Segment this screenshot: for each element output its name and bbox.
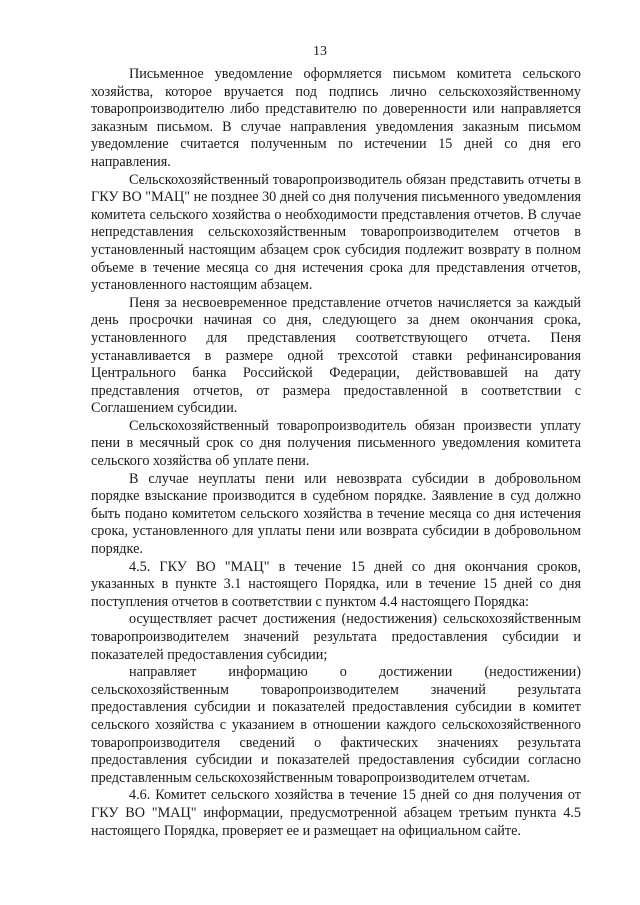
paragraph-penalty-accrual: Пеня за несвоевременное представление отчетов начисляется за каждый день просрочки начиная со дня, следующего за днем окончания срока, установленного для представления соответствующего отчета. Пеня устанавливается в размере одной трехсотой ставки рефинансирования Центрального банка Российской Федерации, действовавшей на дату представления отчетов, от размера предоставленной в соответствии с Соглашением субсидии. (91, 294, 581, 417)
paragraph-information-transfer: направляет информацию о достижении (недостижении) сельскохозяйственным товаропроизводителем значений результата предоставления субсидии и показателей предоставления субсидии в комитет сельского хозяйства с указанием в отношении каждого сельскохозяйственного товаропроизводителя сведений о фактических значениях результата предоставления субсидии и показателей предоставления субсидии согласно представленным сельскохозяйственным товаропроизводителем отчетам. (91, 664, 581, 786)
paragraph-notification-form: Письменное уведомление оформляется письмом комитета сельского хозяйства, которое вручается под подпись лично сельскохозяйственному товаропроизводителю либо представителю по доверенности или направляется заказным письмом. В случае направления уведомления заказным письмом уведомление считается полученным по истечении 15 дней со дня его направления. (91, 66, 581, 170)
document-body (91, 66, 581, 840)
paragraph-clause-4-5: 4.5. ГКУ ВО "МАЦ" в течение 15 дней со дня окончания сроков, указанных в пункте 3.1 настоящего Порядка, или в течение 15 дней со дня поступления отчетов в соответствии с пунктом 4.4 настоящего Порядка: (91, 558, 581, 610)
paragraph-court-recovery: В случае неуплаты пени или невозврата субсидии в добровольном порядке взыскание производится в судебном порядке. Заявление в суд должно быть подано комитетом сельского хозяйства в течение месяца со дня истечения срока, установленного для уплаты пени или возврата субсидии в добровольном порядке. (91, 470, 581, 558)
page-number: 13 (313, 44, 327, 59)
paragraph-reports-deadline: Сельскохозяйственный товаропроизводитель обязан представить отчеты в ГКУ ВО "МАЦ" не позднее 30 дней со дня получения письменного уведомления комитета сельского хозяйства о необходимости представления отчетов. В случае непредставления сельскохозяйственным товаропроизводителем отчетов в установленный настоящим абзацем срок субсидия подлежит возврату в полном объеме в течение месяца со дня истечения срока для представления отчетов, установленного настоящим абзацем. (91, 171, 581, 294)
paragraph-calculation: осуществляет расчет достижения (недостижения) сельскохозяйственным товаропроизводителем значений результата предоставления субсидии и показателей предоставления субсидии; (91, 611, 581, 663)
paragraph-penalty-payment: Сельскохозяйственный товаропроизводитель обязан произвести уплату пени в месячный срок со дня получения письменного уведомления комитета сельского хозяйства об уплате пени. (91, 417, 581, 470)
paragraph-clause-4-6: 4.6. Комитет сельского хозяйства в течение 15 дней со дня получения от ГКУ ВО "МАЦ" информации, предусмотренной абзацем третьим пункта 4.5 настоящего Порядка, проверяет ее и размещает на официальном сайте. (91, 787, 581, 839)
